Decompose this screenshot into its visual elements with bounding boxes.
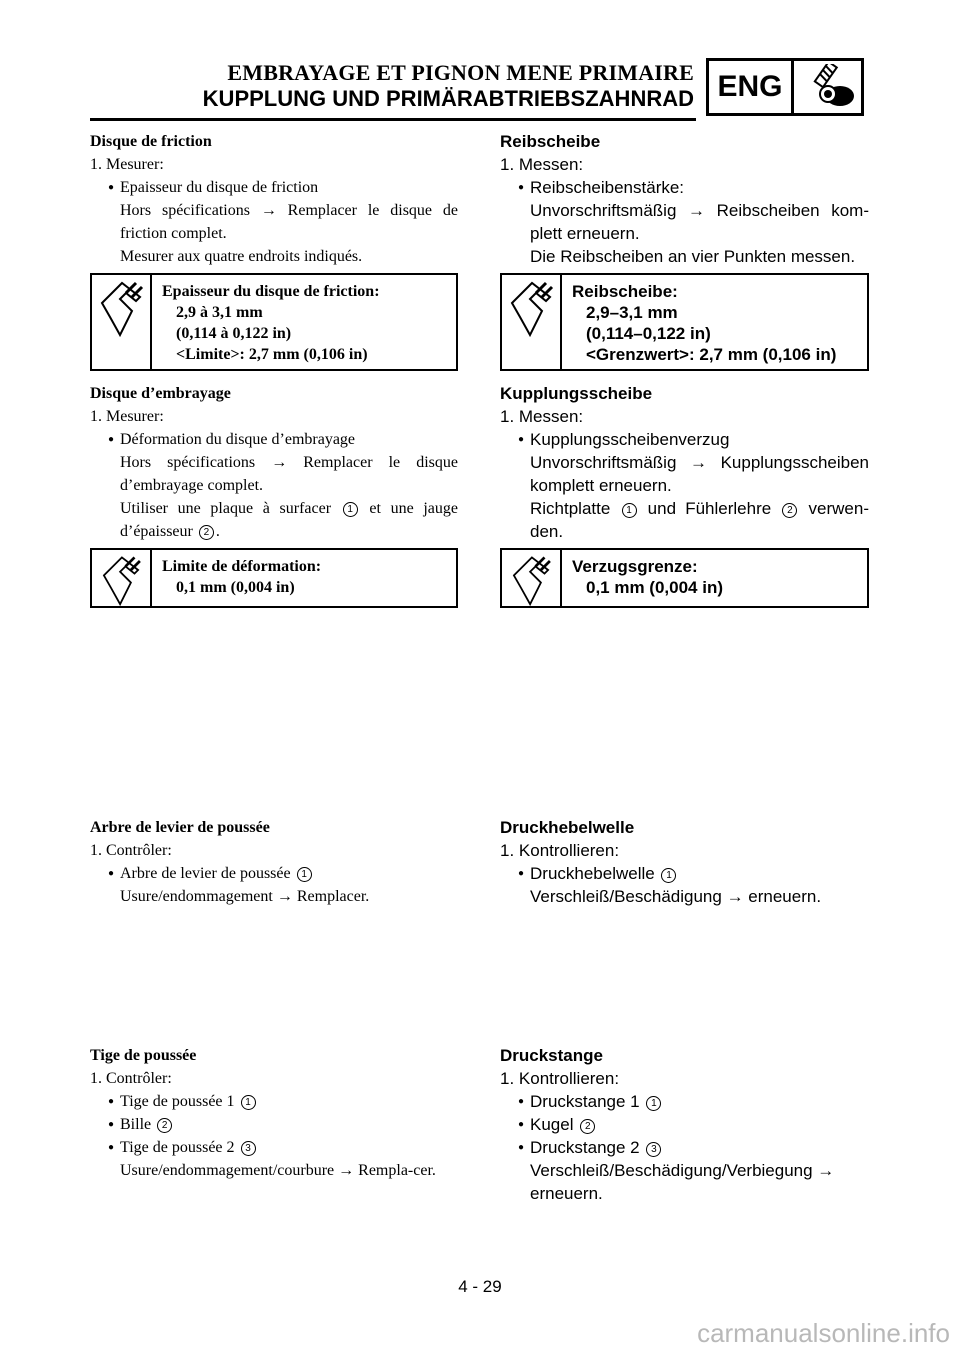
de-push-rod-section [500,1044,869,1205]
de-bullet-text: Druckstange 2 [530,1138,640,1157]
de-push-lever-section [500,816,869,908]
fr-push-rod-heading: Tige de poussée [90,1047,197,1064]
de-bullet [500,1090,869,1113]
de-friction-disc-heading: Reibscheibe [500,132,601,151]
callout-number: 1 [622,503,637,518]
fr-text-part: Utiliser une plaque à surfacer [120,500,332,517]
fr-friction-disc-section [90,130,458,268]
callout-number: 1 [297,867,312,882]
fr-friction-disc-heading: Disque de friction [90,133,212,150]
de-step: 1. Messen: [500,155,584,174]
de-step: 1. Kontrollieren: [500,1069,620,1088]
de-text: Unvorschriftsmäßig → Reibscheiben kom-plett erneuern. [530,201,869,243]
spec-text [562,550,733,606]
de-text-part: verwen-den. [530,499,869,541]
eng-badge-label: ENG [709,61,794,113]
de-bullet-text: Druckstange 1 [530,1092,640,1111]
fr-friction-spec-box [90,273,458,371]
fr-bullet [90,1136,458,1159]
fr-push-lever-section [90,816,458,908]
fr-text: Usure/endommagement/courbure → Rempla-cer. [120,1162,436,1179]
fr-bullet-text: Arbre de levier de poussée [120,865,291,882]
de-text: Verschleiß/Beschädigung → erneuern. [530,887,822,906]
fr-text: Hors spécifications → Remplacer le disque de friction complet. [120,202,458,242]
de-bullet [500,1113,869,1136]
fr-step: 1. Mesurer: [90,156,164,173]
fr-bullet [90,1090,458,1113]
fr-text [90,497,458,543]
de-step: 1. Messen: [500,407,584,426]
spec-text [152,550,331,606]
de-clutch-plate-heading: Kupplungsscheibe [500,384,653,403]
spec-line: Reibscheibe: [572,282,678,301]
fr-step: 1. Contrôler: [90,842,172,859]
de-push-rod-heading: Druckstange [500,1046,603,1065]
callout-number: 2 [782,503,797,518]
page-number: 4 - 29 [458,1277,502,1296]
fr-step: 1. Mesurer: [90,408,164,425]
fr-clutch-plate-heading: Disque d’embrayage [90,385,231,402]
callout-number: 2 [157,1118,172,1133]
de-text: Die Reibscheiben an vier Punkten messen. [530,247,856,266]
spec-line: <Grenzwert>: 2,7 mm (0,106 in) [586,345,837,364]
watermark: carmanualsonline.info [697,1318,950,1348]
fr-bullet-text: Tige de poussée 1 [120,1093,235,1110]
de-bullet-text: Druckhebelwelle [530,864,655,883]
de-friction-spec-box [500,273,869,371]
spec-text [152,275,390,369]
callout-number: 3 [646,1142,661,1157]
fr-push-rod-section [90,1044,458,1182]
de-text: Unvorschriftsmäßig → Kupplungsscheiben komplett erneuern. [530,453,869,495]
caliper-icon [502,550,562,606]
callout-number: 3 [241,1141,256,1156]
fr-bullet-text: Tige de poussée 2 [120,1139,235,1156]
spec-line: 0,1 mm (0,004 in) [586,578,724,597]
de-text [500,497,869,543]
fr-clutch-plate-section [90,382,458,543]
spec-line: 0,1 mm (0,004 in) [176,579,295,596]
spec-line: Epaisseur du disque de friction: [162,283,380,300]
caliper-icon [92,550,152,606]
spec-line: (0,114 à 0,122 in) [176,325,292,342]
de-clutch-plate-section [500,382,869,543]
de-bullet: ● Kupplungsscheibenverzug [500,428,869,451]
fr-step: 1. Contrôler: [90,1070,172,1087]
engine-bolt-icon [794,61,861,113]
fr-text: Mesurer aux quatre endroits indiqués. [120,248,363,265]
de-bullet: ● Reibscheibenstärke: [500,176,869,199]
spec-line: Verzugsgrenze: [572,557,698,576]
fr-text-part: et une jauge d’épaisseur [120,500,459,540]
fr-warp-spec-box [90,548,458,608]
header-rule [90,118,696,121]
fr-push-lever-heading: Arbre de levier de poussée [90,819,270,836]
de-step: 1. Kontrollieren: [500,841,620,860]
section-title-german: KUPPLUNG UND PRIMÄRABTRIEBSZAHNRAD [202,86,694,111]
fr-bullet: ● Epaisseur du disque de friction [90,176,458,199]
fr-bullet-text: Bille [120,1116,152,1133]
de-bullet [500,1136,869,1159]
fr-text-part: . [215,523,220,540]
de-friction-disc-section [500,130,869,268]
spec-line: (0,114–0,122 in) [586,324,711,343]
section-title-french: EMBRAYAGE ET PIGNON MENE PRIMAIRE [227,60,694,85]
de-text: Verschleiß/Beschädigung/Verbiegung → erneuern. [530,1161,835,1203]
spec-line: 2,9 à 3,1 mm [176,304,263,321]
callout-number: 1 [343,502,358,517]
callout-number: 1 [241,1095,256,1110]
fr-bullet [90,862,458,885]
fr-text: Usure/endommagement → Remplacer. [120,888,370,905]
fr-text: Hors spécifications → Remplacer le disque d’embrayage complet. [120,454,458,494]
de-warp-spec-box [500,548,869,608]
de-text-part: Richtplatte [530,499,611,518]
de-bullet [500,862,869,885]
spec-line: Limite de déformation: [162,558,322,575]
callout-number: 1 [661,868,676,883]
caliper-icon [502,275,562,369]
spec-line: <Limite>: 2,7 mm (0,106 in) [176,346,368,363]
fr-bullet [90,1113,458,1136]
de-bullet-text: Kugel [530,1115,574,1134]
de-push-lever-heading: Druckhebelwelle [500,818,635,837]
spec-line: 2,9–3,1 mm [586,303,678,322]
callout-number: 2 [199,525,214,540]
fr-bullet: ● Déformation du disque d’embrayage [90,428,458,451]
eng-badge [706,58,864,116]
de-text-part: und Fühlerlehre [647,499,772,518]
spec-text [562,275,846,369]
callout-number: 2 [580,1119,595,1134]
caliper-icon [92,275,152,369]
callout-number: 1 [646,1096,661,1111]
